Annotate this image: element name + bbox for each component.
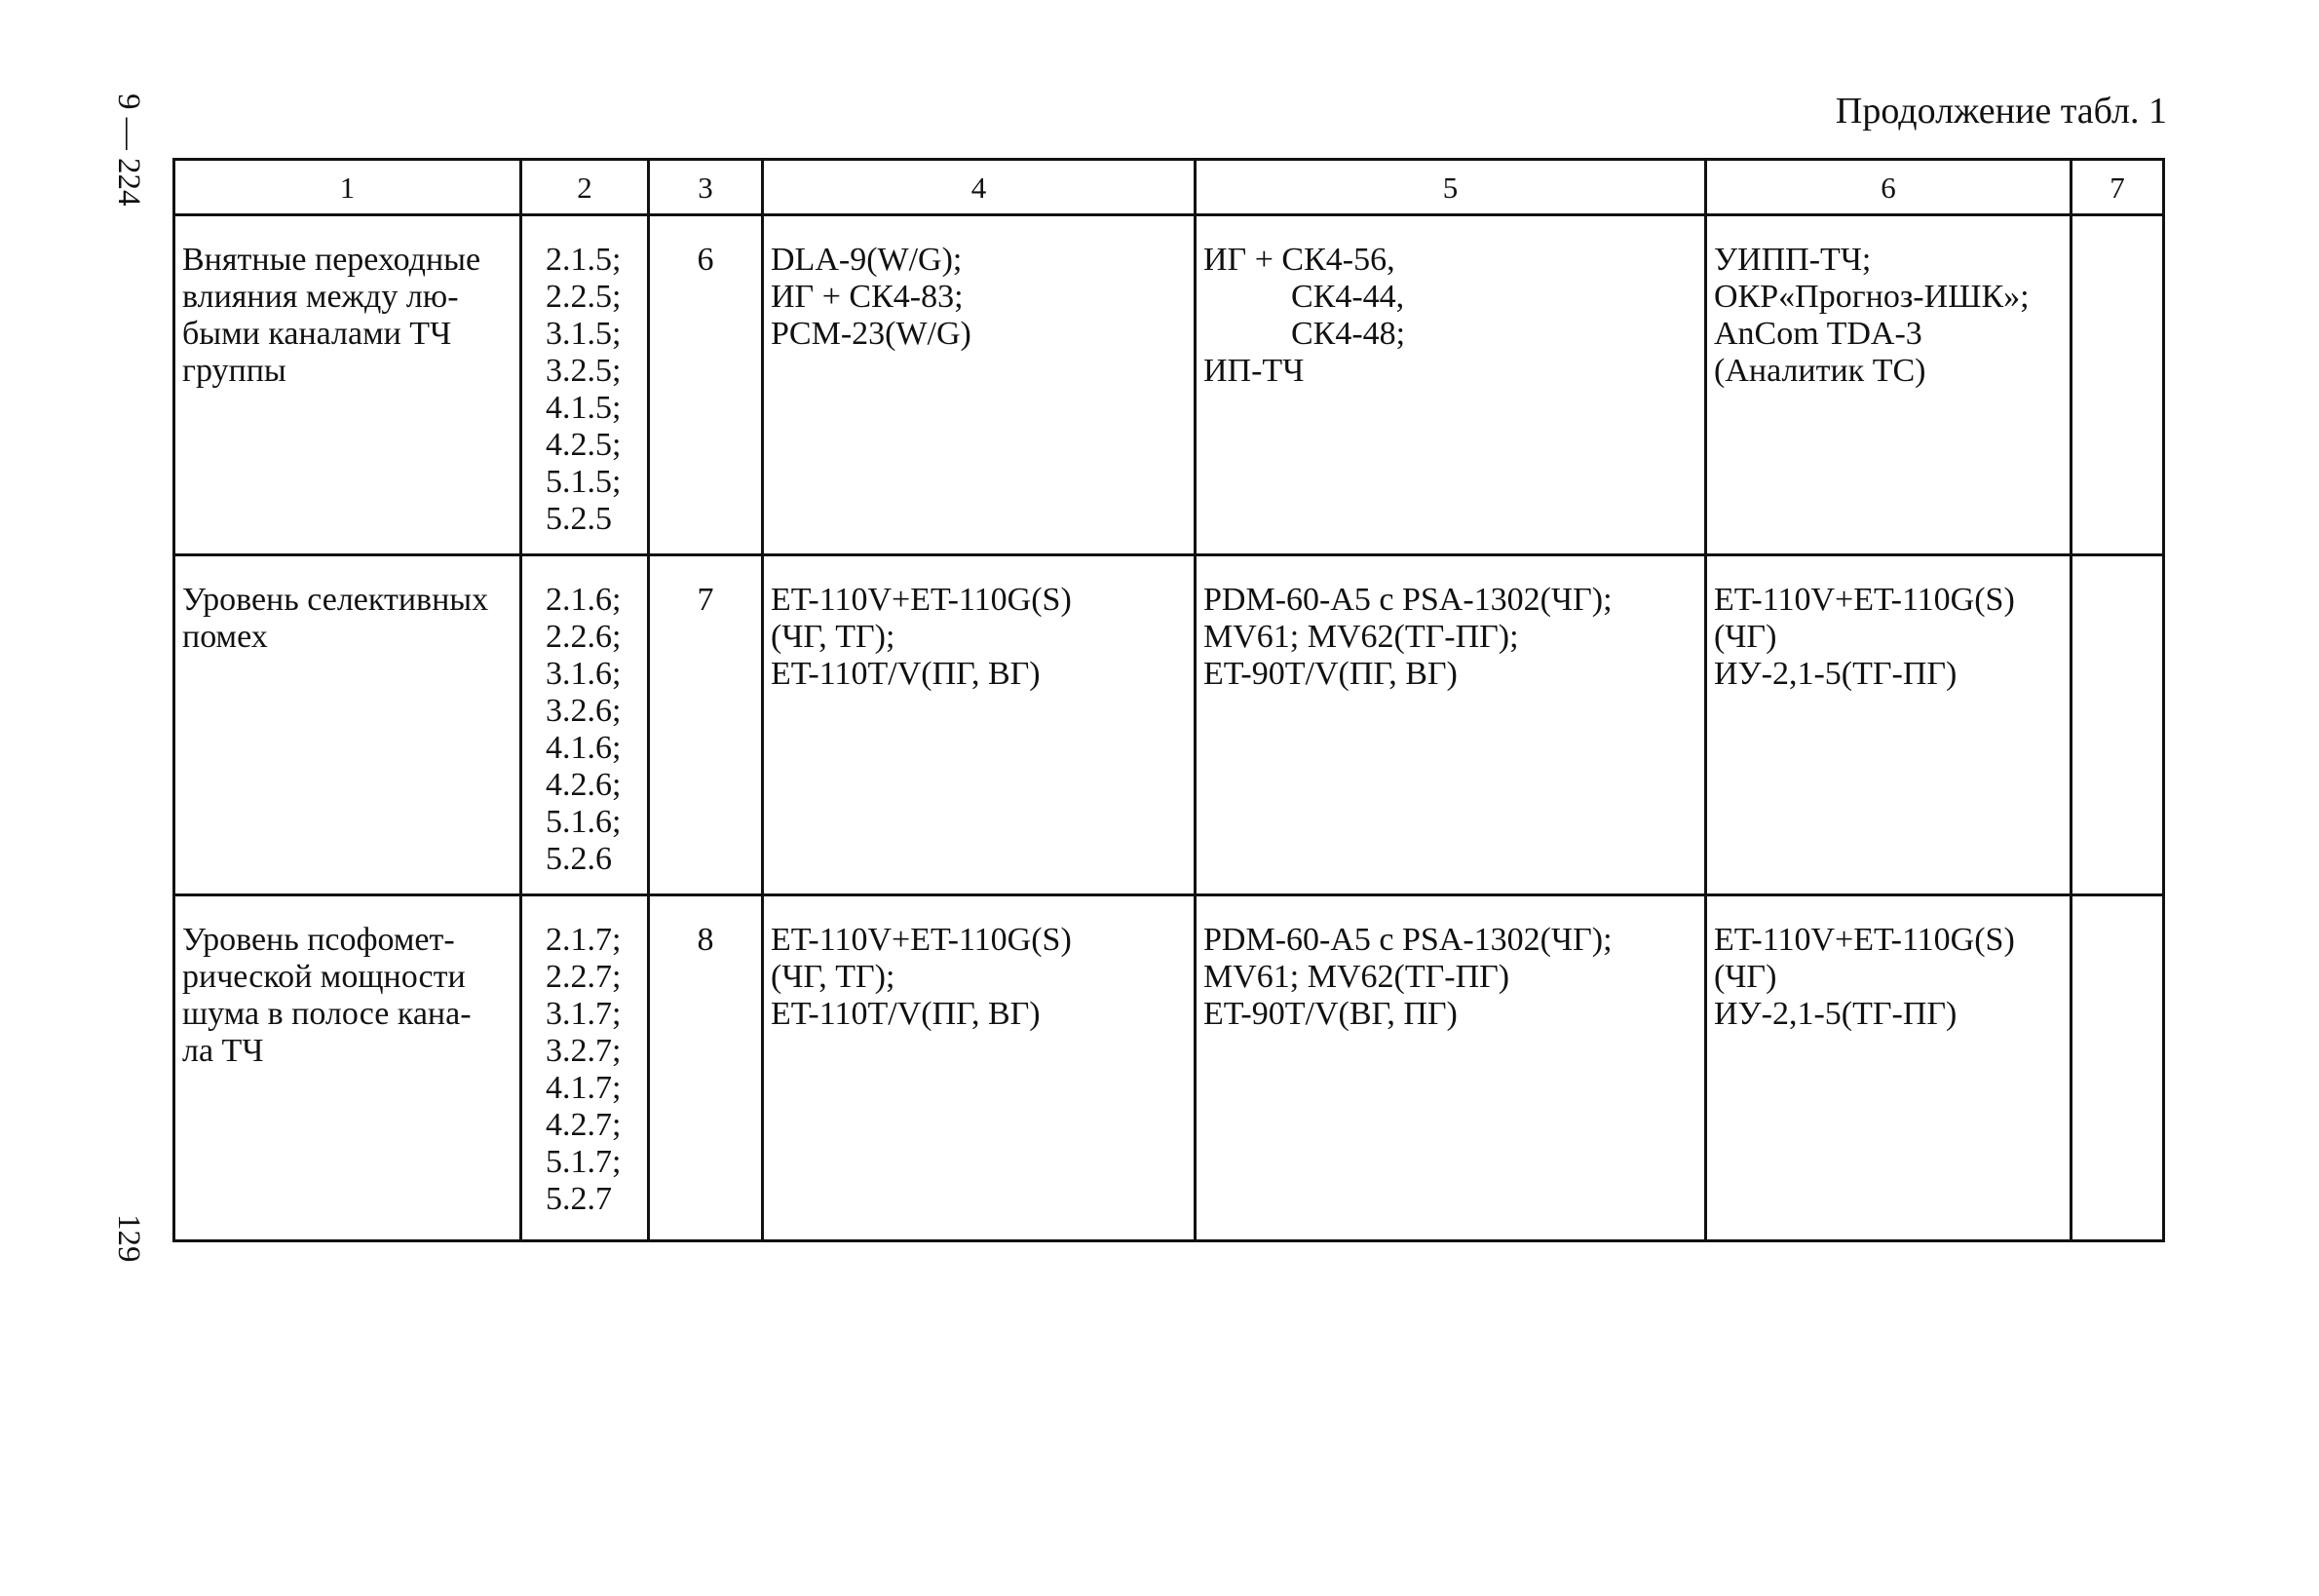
parameter-cell [174,215,521,555]
header-row [174,160,2164,215]
clause-cell [521,555,649,895]
parameter-line: влияния между лю- [182,279,459,315]
clause-cell [521,895,649,1241]
equipment-other-cell [1706,555,2072,895]
header-col-2: 2 [521,160,649,215]
side-page-number: 129 [111,1214,146,1263]
header-col-6: 6 [1706,160,2072,215]
equipment-alt-line: ET-90T/V(ВГ, ПГ) [1203,996,1458,1032]
equipment-alt-line: MV61; MV62(ТГ-ПГ); [1203,619,1519,655]
clause-line: 5.2.6 [546,841,612,877]
equipment-line: ET-110T/V(ПГ, ВГ) [771,656,1041,692]
clause-line: 4.2.6; [546,767,622,803]
table-continuation-label: Продолжение табл. 1 [1835,91,2167,132]
clause-line: 5.1.7; [546,1144,622,1180]
parameter-line: быми каналами ТЧ [182,316,452,352]
equipment-alt-line: PDM-60-A5 с PSA-1302(ЧГ); [1203,582,1613,618]
clause-line: 2.1.5; [546,242,622,278]
clause-line: 2.2.5; [546,279,622,315]
clause-line: 2.1.7; [546,922,622,958]
number-cell [649,895,763,1241]
clause-line: 3.1.5; [546,316,622,352]
header-col-1: 1 [174,160,521,215]
clause-line: 4.1.7; [546,1070,622,1106]
equipment-other-line: ОКР«Прогноз-ИШК»; [1714,279,2030,315]
parameter-cell [174,555,521,895]
equipment-other-line: (ЧГ) [1714,959,1777,995]
clause-line: 3.2.5; [546,353,622,389]
note-cell [2072,215,2164,555]
side-page-code: 9 — 224 [111,94,146,207]
clause-line: 5.1.5; [546,464,622,500]
equipment-other-cell [1706,895,2072,1241]
clause-line: 3.1.7; [546,996,622,1032]
table-row [174,895,2164,1241]
parameter-line: ла ТЧ [182,1033,264,1069]
equipment-other-cell [1706,215,2072,555]
equipment-line: (ЧГ, ТГ); [771,959,895,995]
header-col-3: 3 [649,160,763,215]
number-value: 7 [697,582,714,618]
note-cell [2072,895,2164,1241]
equipment-alt-cell [1196,555,1706,895]
equipment-line: ИГ + СК4-83; [771,279,964,315]
number-value: 6 [697,242,714,278]
table-row [174,215,2164,555]
parameter-line: помех [182,619,268,655]
parameter-cell [174,895,521,1241]
header-col-4: 4 [763,160,1196,215]
equipment-alt-line: MV61; MV62(ТГ-ПГ) [1203,959,1510,995]
equipment-other-line: ET-110V+ET-110G(S) [1714,922,2015,958]
parameter-line: Уровень селективных [182,582,489,618]
equipment-line: PCM-23(W/G) [771,316,971,352]
measurement-table [172,158,2165,1242]
number-cell [649,215,763,555]
equipment-alt-cell [1196,895,1706,1241]
clause-line: 2.1.6; [546,582,622,618]
equipment-alt-line: ИГ + СК4-56, [1203,242,1395,278]
clause-cell [521,215,649,555]
parameter-line: шума в полосе кана- [182,996,472,1032]
equipment-line: ET-110V+ET-110G(S) [771,582,1072,618]
clause-line: 5.1.6; [546,804,622,840]
equipment-line: (ЧГ, ТГ); [771,619,895,655]
clause-line: 4.2.5; [546,427,622,463]
equipment-alt-line: СК4-48; [1291,316,1406,352]
header-col-7: 7 [2072,160,2164,215]
clause-line: 4.1.5; [546,390,622,426]
clause-line: 5.2.7 [546,1181,612,1217]
clause-line: 3.2.6; [546,693,622,729]
parameter-line: группы [182,353,286,389]
clause-line: 3.1.6; [546,656,622,692]
clause-line: 4.1.6; [546,730,622,766]
parameter-line: Уровень псофомет- [182,922,455,958]
parameter-line: рической мощности [182,959,466,995]
parameter-line: Внятные переходные [182,242,481,278]
equipment-alt-line: ET-90T/V(ПГ, ВГ) [1203,656,1458,692]
equipment-alt-cell [1196,215,1706,555]
equipment-other-line: ET-110V+ET-110G(S) [1714,582,2015,618]
equipment-alt-line: ИП-ТЧ [1203,353,1305,389]
clause-line: 5.2.5 [546,501,612,537]
equipment-other-line: (Аналитик ТС) [1714,353,1926,389]
equipment-cell [763,895,1196,1241]
clause-line: 2.2.7; [546,959,622,995]
clause-line: 2.2.6; [546,619,622,655]
note-cell [2072,555,2164,895]
equipment-other-line: УИПП-ТЧ; [1714,242,1872,278]
equipment-other-line: ИУ-2,1-5(ТГ-ПГ) [1714,656,1958,692]
equipment-cell [763,215,1196,555]
equipment-other-line: (ЧГ) [1714,619,1777,655]
equipment-other-line: AnCom TDA-3 [1714,316,1922,352]
equipment-other-line: ИУ-2,1-5(ТГ-ПГ) [1714,996,1958,1032]
number-value: 8 [697,922,714,958]
equipment-line: ET-110T/V(ПГ, ВГ) [771,996,1041,1032]
equipment-cell [763,555,1196,895]
table-row [174,555,2164,895]
clause-line: 3.2.7; [546,1033,622,1069]
equipment-alt-line: PDM-60-A5 с PSA-1302(ЧГ); [1203,922,1613,958]
number-cell [649,555,763,895]
header-col-5: 5 [1196,160,1706,215]
equipment-line: ET-110V+ET-110G(S) [771,922,1072,958]
equipment-alt-line: СК4-44, [1291,279,1405,315]
equipment-line: DLA-9(W/G); [771,242,963,278]
clause-line: 4.2.7; [546,1107,622,1143]
